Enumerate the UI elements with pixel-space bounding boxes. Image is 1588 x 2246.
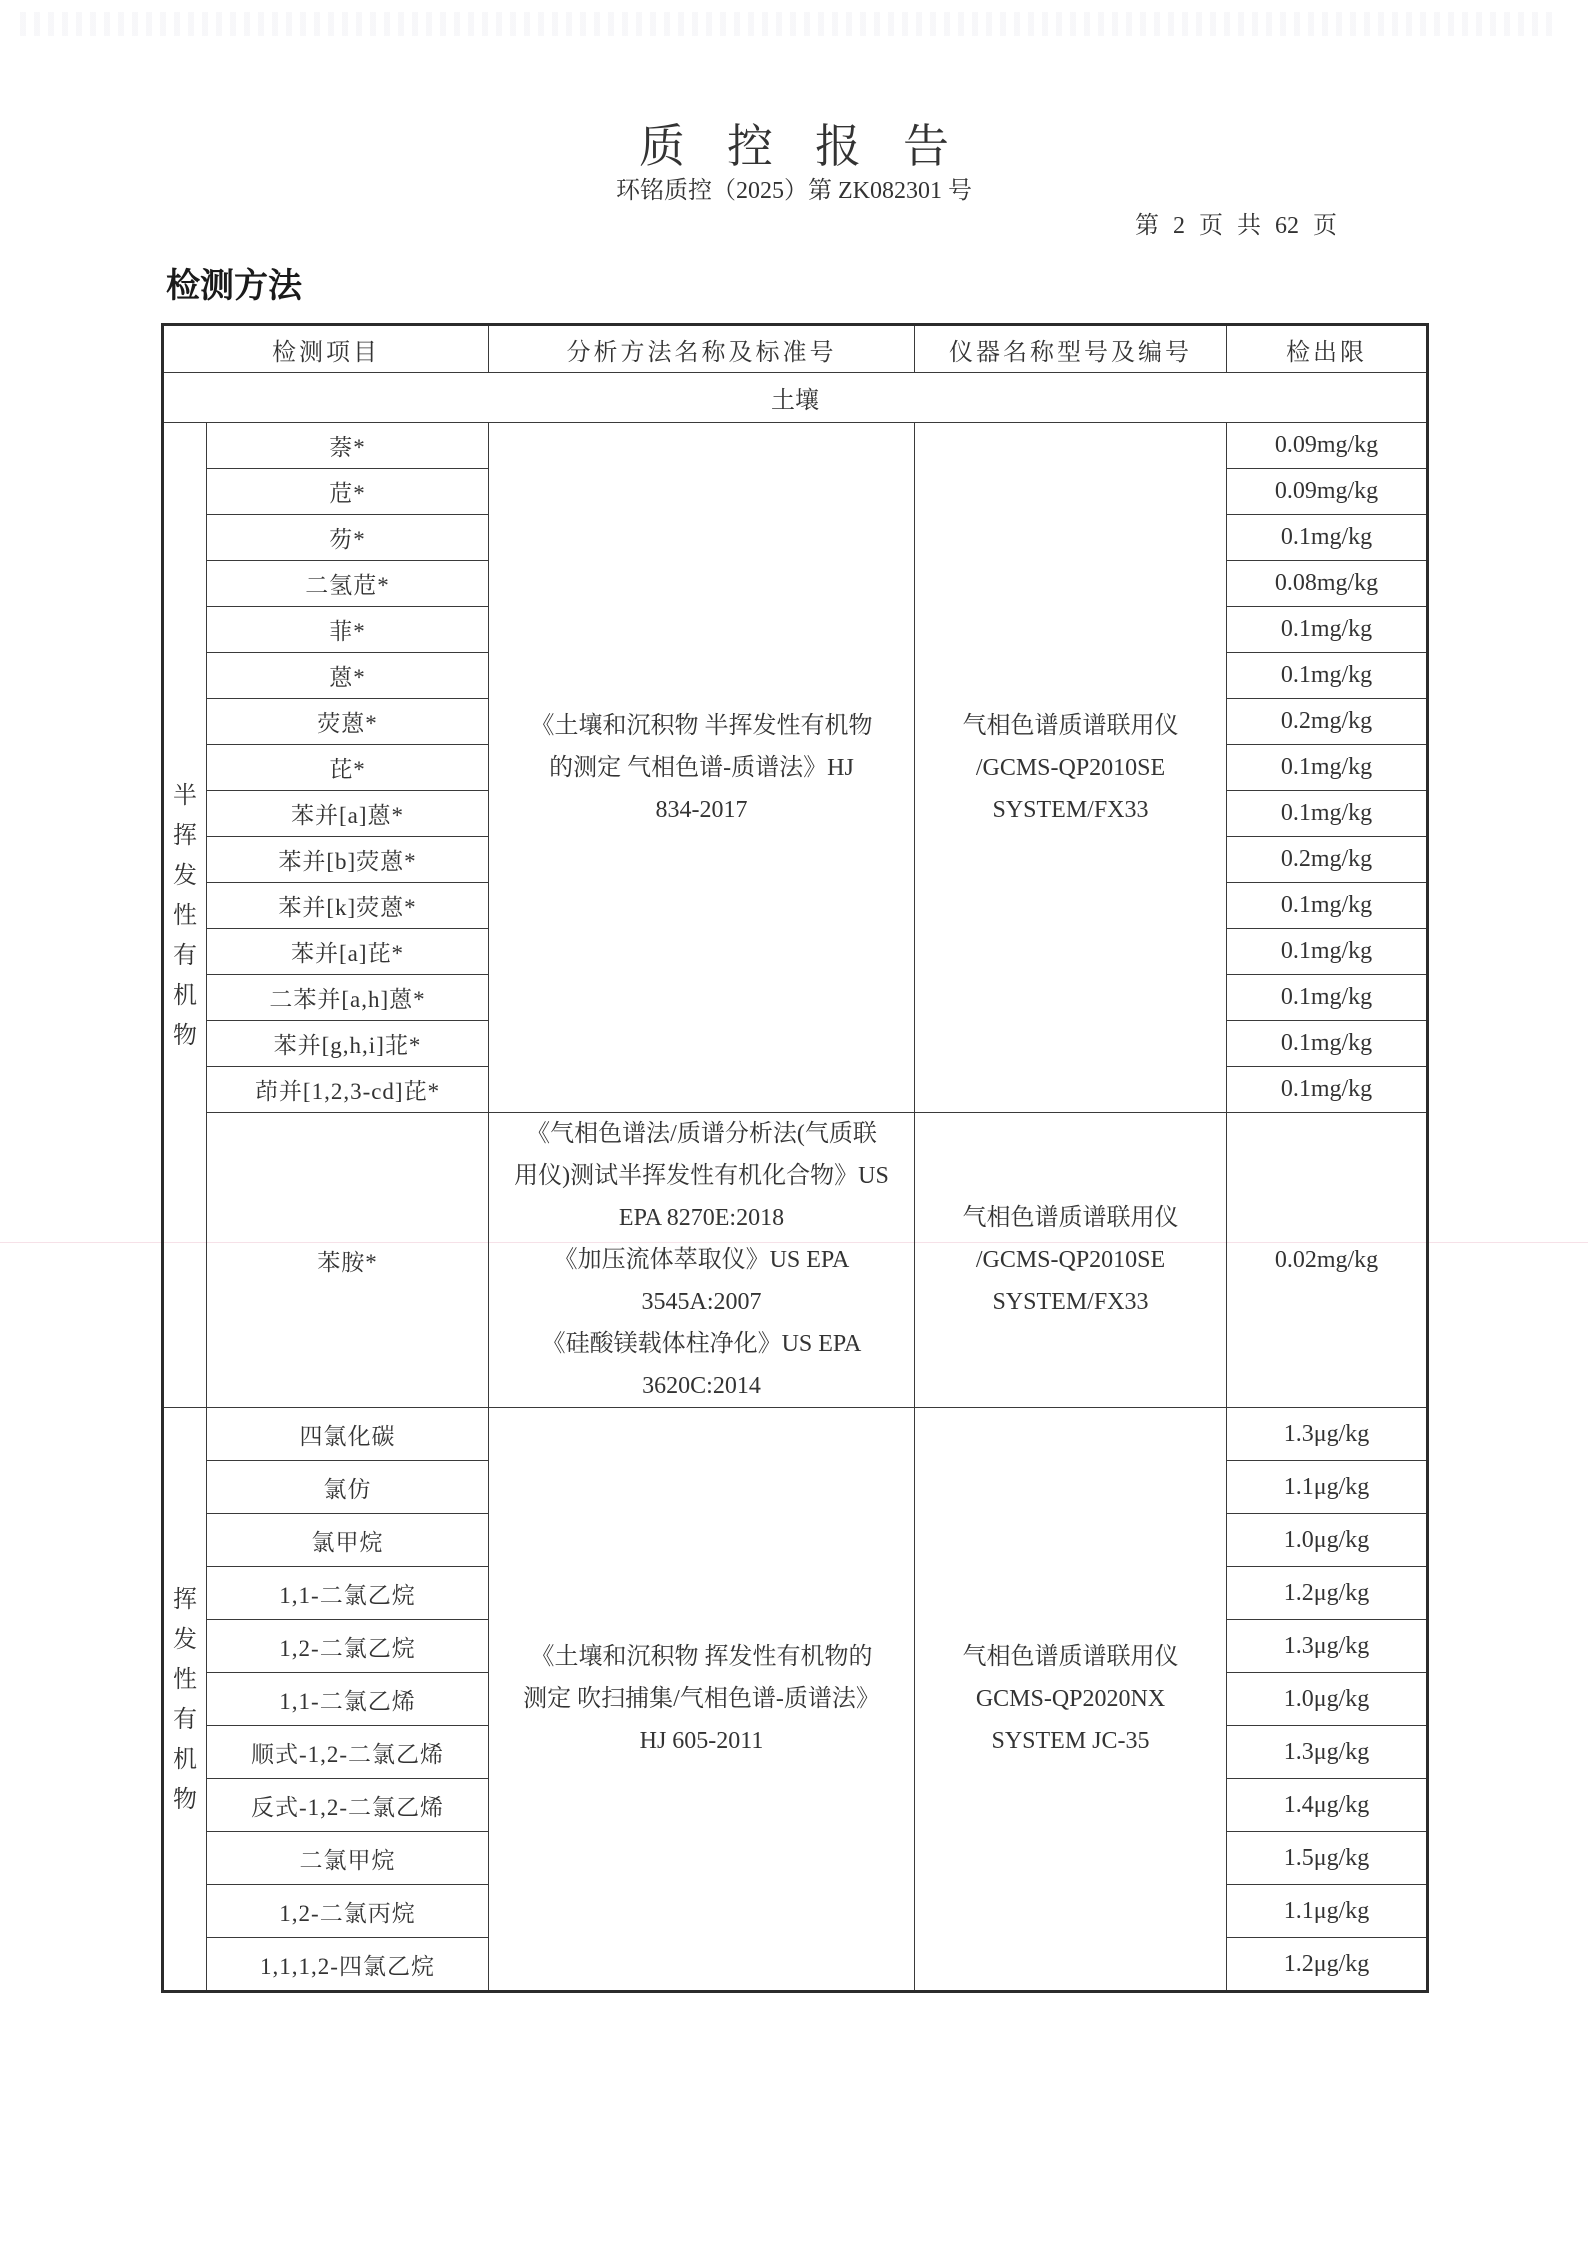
detection-methods-table	[161, 323, 1429, 1993]
detection-limit: 0.1mg/kg	[1227, 607, 1428, 653]
instrument-line: 气相色谱质谱联用仪	[962, 1644, 1179, 1670]
item-name: 苯并[a]蒽*	[207, 791, 489, 837]
instrument-line: 气相色谱质谱联用仪	[962, 1205, 1179, 1231]
item-name: 苯胺*	[207, 1113, 489, 1408]
analysis-method-line: 《加压流体萃取仪》US EPA	[553, 1247, 850, 1273]
item-name: 二氢苊*	[207, 561, 489, 607]
group-label	[163, 423, 207, 1408]
detection-limit: 0.09mg/kg	[1227, 469, 1428, 515]
group-label-char: 发	[173, 861, 197, 889]
detection-limit: 0.1mg/kg	[1227, 653, 1428, 699]
group-label-char: 有	[173, 941, 197, 969]
item-name: 芘*	[207, 745, 489, 791]
column-header-limit: 检出限	[1227, 325, 1428, 373]
table-header-row	[163, 325, 1428, 373]
item-name: 1,2-二氯丙烷	[207, 1885, 489, 1938]
group-label	[163, 1408, 207, 1992]
detection-limit: 0.1mg/kg	[1227, 791, 1428, 837]
group-label-char: 性	[173, 1665, 197, 1693]
column-header-method: 分析方法名称及标准号	[489, 325, 915, 373]
analysis-method-line: 《硅酸镁载体柱净化》US EPA	[541, 1331, 862, 1357]
item-name: 芴*	[207, 515, 489, 561]
group-label-char: 机	[173, 981, 197, 1009]
detection-limit: 0.1mg/kg	[1227, 883, 1428, 929]
table-row	[163, 423, 1428, 469]
item-name: 苯并[k]荧蒽*	[207, 883, 489, 929]
scan-artifact	[20, 12, 1560, 36]
detection-limit: 1.2μg/kg	[1227, 1567, 1428, 1620]
page-indicator: 第 2 页 共 62 页	[1135, 213, 1337, 239]
group-label-char: 物	[173, 1021, 197, 1049]
item-name: 二苯并[a,h]蒽*	[207, 975, 489, 1021]
instrument-line: 气相色谱质谱联用仪	[962, 712, 1179, 739]
detection-limit: 1.3μg/kg	[1227, 1620, 1428, 1673]
detection-limit: 0.1mg/kg	[1227, 1067, 1428, 1113]
item-name: 二氯甲烷	[207, 1832, 489, 1885]
item-name: 1,1-二氯乙烷	[207, 1567, 489, 1620]
analysis-method-line: HJ 605-2011	[639, 1728, 764, 1754]
analysis-method	[489, 1113, 915, 1408]
detection-limit: 0.09mg/kg	[1227, 423, 1428, 469]
item-name: 茚并[1,2,3-cd]芘*	[207, 1067, 489, 1113]
item-name: 蒽*	[207, 653, 489, 699]
group-label-char: 挥	[173, 821, 197, 849]
report-number: 环铭质控（2025）第 ZK082301 号	[616, 178, 972, 204]
table-row	[163, 1408, 1428, 1461]
detection-limit: 0.2mg/kg	[1227, 837, 1428, 883]
group-label-char: 挥	[173, 1585, 197, 1613]
item-name: 反式-1,2-二氯乙烯	[207, 1779, 489, 1832]
detection-limit: 0.1mg/kg	[1227, 975, 1428, 1021]
item-name: 四氯化碳	[207, 1408, 489, 1461]
item-name: 苯并[b]荧蒽*	[207, 837, 489, 883]
instrument-line: /GCMS-QP2010SE	[975, 1247, 1166, 1273]
detection-limit: 1.1μg/kg	[1227, 1885, 1428, 1938]
analysis-method-line: 3545A:2007	[641, 1289, 762, 1315]
item-name: 顺式-1,2-二氯乙烯	[207, 1726, 489, 1779]
detection-limit: 0.1mg/kg	[1227, 745, 1428, 791]
instrument-line: GCMS-QP2020NX	[975, 1686, 1166, 1712]
analysis-method-line: 《土壤和沉积物 半挥发性有机物	[530, 712, 873, 739]
group-label-char: 半	[173, 781, 197, 809]
detection-limit: 1.5μg/kg	[1227, 1832, 1428, 1885]
detection-limit: 1.3μg/kg	[1227, 1726, 1428, 1779]
detection-limit: 1.2μg/kg	[1227, 1938, 1428, 1992]
detection-limit: 0.02mg/kg	[1227, 1113, 1428, 1408]
detection-limit: 1.0μg/kg	[1227, 1673, 1428, 1726]
item-name: 苯并[a]芘*	[207, 929, 489, 975]
column-header-instrument: 仪器名称型号及编号	[915, 325, 1227, 373]
group-label-char: 物	[173, 1785, 197, 1813]
analysis-method-line: EPA 8270E:2018	[618, 1205, 785, 1231]
analysis-method	[489, 1408, 915, 1992]
item-name: 荧蒽*	[207, 699, 489, 745]
instrument	[915, 1408, 1227, 1992]
detection-limit: 0.1mg/kg	[1227, 1021, 1428, 1067]
analysis-method-line: 用仪)测试半挥发性有机化合物》US	[514, 1163, 889, 1189]
item-name: 1,1-二氯乙烯	[207, 1673, 489, 1726]
detection-limit: 1.4μg/kg	[1227, 1779, 1428, 1832]
matrix-row	[163, 373, 1428, 423]
detection-limit: 1.0μg/kg	[1227, 1514, 1428, 1567]
detection-limit: 0.2mg/kg	[1227, 699, 1428, 745]
instrument-line: SYSTEM JC-35	[991, 1728, 1150, 1754]
report-title: 质控报告	[639, 119, 991, 173]
analysis-method-line: 测定 吹扫捕集/气相色谱-质谱法》	[523, 1686, 880, 1712]
detection-limit: 0.08mg/kg	[1227, 561, 1428, 607]
table-row	[163, 1113, 1428, 1408]
instrument-line: SYSTEM/FX33	[992, 796, 1149, 823]
instrument	[915, 1113, 1227, 1408]
item-name: 苊*	[207, 469, 489, 515]
item-name: 萘*	[207, 423, 489, 469]
instrument-line: /GCMS-QP2010SE	[975, 754, 1166, 781]
detection-limit: 1.3μg/kg	[1227, 1408, 1428, 1461]
instrument-line: SYSTEM/FX33	[992, 1289, 1149, 1315]
column-header-item: 检测项目	[163, 325, 489, 373]
item-name: 1,1,1,2-四氯乙烷	[207, 1938, 489, 1992]
detection-limit: 0.1mg/kg	[1227, 515, 1428, 561]
instrument	[915, 423, 1227, 1113]
detection-limit: 1.1μg/kg	[1227, 1461, 1428, 1514]
analysis-method-line: 834-2017	[655, 796, 748, 823]
detection-limit: 0.1mg/kg	[1227, 929, 1428, 975]
group-label-char: 发	[173, 1625, 197, 1653]
section-heading: 检测方法	[166, 266, 302, 306]
item-name: 氯甲烷	[207, 1514, 489, 1567]
item-name: 苯并[g,h,i]苝*	[207, 1021, 489, 1067]
matrix-label: 土壤	[163, 373, 1428, 423]
item-name: 氯仿	[207, 1461, 489, 1514]
analysis-method	[489, 423, 915, 1113]
analysis-method-line: 《土壤和沉积物 挥发性有机物的	[530, 1644, 873, 1670]
group-label-char: 机	[173, 1745, 197, 1773]
group-label-char: 有	[173, 1705, 197, 1733]
item-name: 1,2-二氯乙烷	[207, 1620, 489, 1673]
analysis-method-line: 3620C:2014	[642, 1373, 761, 1399]
group-label-char: 性	[173, 901, 197, 929]
analysis-method-line: 《气相色谱法/质谱分析法(气质联	[526, 1121, 877, 1147]
analysis-method-line: 的测定 气相色谱-质谱法》HJ	[549, 754, 854, 781]
item-name: 菲*	[207, 607, 489, 653]
